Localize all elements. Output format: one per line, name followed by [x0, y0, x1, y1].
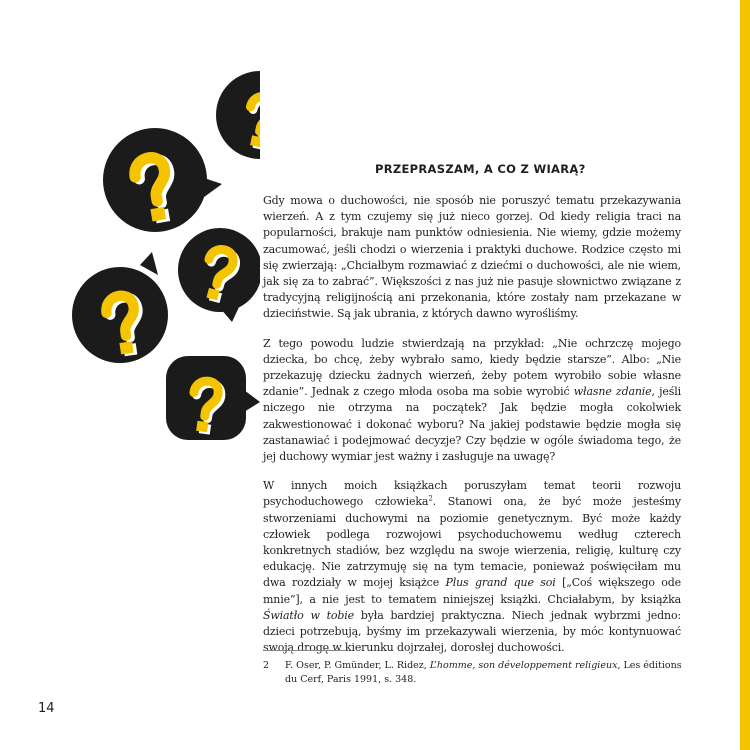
footnote-number: 2	[263, 660, 270, 671]
section-title: PRZEPRASZAM, A CO Z WIARĄ?	[375, 162, 586, 176]
text-run: Z tego powodu ludzie stwierdzają na przykład: „Nie ochrzczę mojego dziecka, bo chcę, żeby wybrało samo, kiedy będzie starsze”. Albo: „Nie przekazuję dziecku żadnych wierzeń, żeby potem wyrobiło sobie własne zdanie”. Jednak z czego młoda osoba ma sobie wyrobić	[263, 336, 681, 399]
paragraph	[263, 193, 681, 323]
footnote-divider	[263, 650, 345, 651]
text-run: , jeśli niczego nie otrzyma na początek? Jak będzie mogła cokolwiek zakwestionować i dokonać wyboru? Na jakiej podstawie będzie mogła się zastanawiać i podejmować decyzje? Czy będzie w ogóle świadoma tego, że jej duchowy wymiar jest ważny i zasługuje na uwagę?	[263, 385, 682, 464]
question-bubbles-illustration	[70, 60, 260, 450]
footnote	[263, 659, 683, 687]
question-bubble-icon	[103, 128, 222, 232]
paragraph	[263, 478, 681, 656]
question-bubble-icon	[178, 228, 260, 322]
text-run: Plus grand que soi	[445, 576, 556, 590]
question-bubble-icon	[166, 356, 260, 440]
text-run: , Les éditions du Cerf, Paris 1991, s. 348.	[285, 660, 682, 685]
text-run: własne zdanie	[573, 385, 652, 399]
accent-bar	[740, 0, 750, 750]
text-run: Gdy mowa o duchowości, nie sposób nie poruszyć tematu przekazywania wierzeń. A z tym czujemy się już nieco gorzej. Od kiedy religia traci na popularności, brakuje nam punktów odniesienia. Nie wiemy, gdzie możemy zacumować, jeśli chodzi o wierzenia i praktyki duchowe. Rodzice często mi się zwierzają: „Chciałbym rozmawiać z dziećmi o duchowości, ale nie wiem, jak się za to zabrać”. Większości z nas już nie pasuje słownictwo związane z tradycyjną religijnością ani przekonania, które zostały nam przekazane w dzieciństwie. Są jak ubrania, z których dawno wyrośliśmy.	[263, 194, 681, 321]
footnote-reference: 2	[428, 494, 433, 503]
footnote-text	[285, 659, 683, 687]
text-run: [„Coś większego ode mnie”], a nie jest to tematem niniejszej książki. Chciałabym, by książka	[263, 576, 681, 606]
paragraph	[263, 336, 681, 466]
text-run: L’homme, son développement religieux	[429, 660, 618, 671]
text-run: była bardziej praktyczna. Niech jednak wybrzmi jedno: dzieci potrzebują, byśmy im przekazywali wierzenia, by móc kontynuować swoją drogę w kierunku dojrzałej, dorosłej duchowości.	[263, 608, 681, 655]
question-bubble-icon	[72, 252, 168, 363]
text-run: W innych moich książkach poruszyłam temat teorii rozwoju psychoduchowego człowieka	[263, 479, 681, 509]
question-bubble-icon	[216, 71, 260, 163]
text-run: . Stanowi ona, że być może jesteśmy stworzeniami duchowymi na poziomie genetycznym. Być może każdy człowiek podlega rozwojowi psychoduchowemu według czterech konkretnych stadiów, bez względu na swoje wierzenia, religię, kulturę czy edukację. Nie zatrzymuję się na tym temacie, ponieważ poświęciłam mu dwa rozdziały w mojej książce	[263, 495, 681, 590]
text-run: F. Oser, P. Gmünder, L. Ridez,	[285, 660, 430, 671]
body-text	[263, 193, 681, 669]
text-run: Światło w tobie	[263, 608, 354, 622]
page-number: 14	[38, 701, 55, 716]
